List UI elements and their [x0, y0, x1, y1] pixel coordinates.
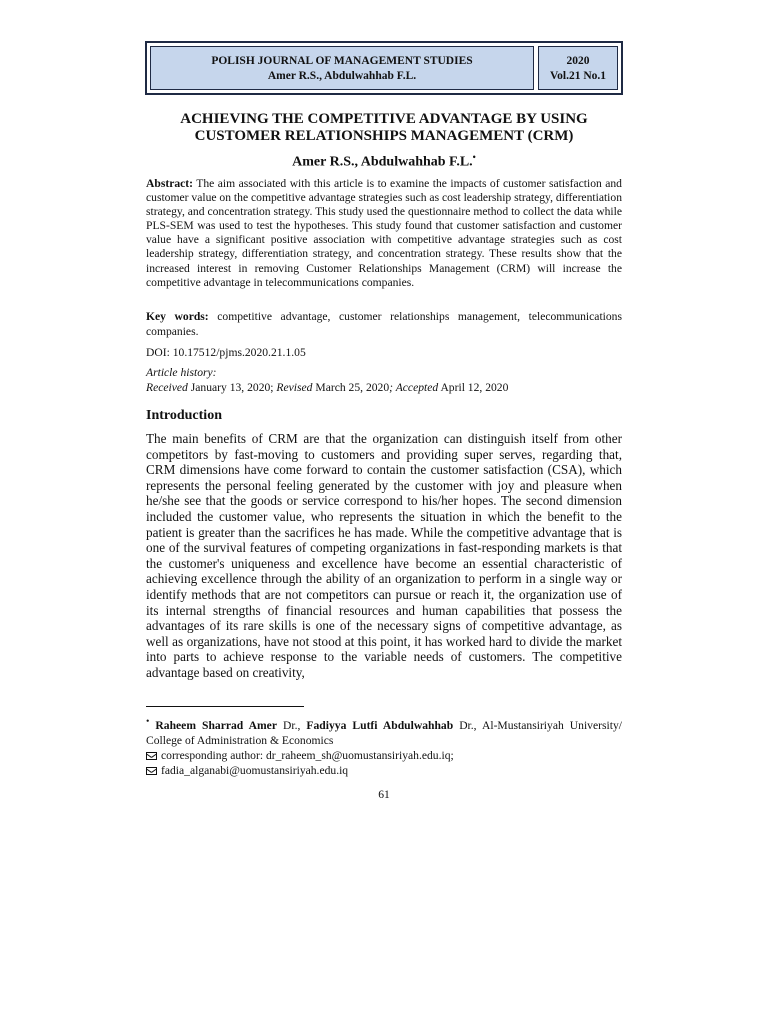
keywords-label: Key words:	[146, 310, 209, 323]
journal-header-info	[150, 46, 534, 90]
title-line-2: CUSTOMER RELATIONSHIPS MANAGEMENT (CRM)	[194, 128, 574, 144]
introduction-body: The main benefits of CRM are that the organization can distinguish itself from other competitors by fast-moving to customers and providing super serves, regarding that, CRM dimensions have come forward to contain the customer satisfaction (CSA), which represents the personal feeling generated by the customer with joy and pleasure when he/she see that the goods or service correspond to his/her hopes. The second dimension included the customer value, who represents the situation in which the benefit to the patient is greater than the sacrifices he has made. While the competitive advantage that is one of the survival features of competing organizations in fast-responding markets is that the customer's uniqueness and excellence have become an essential characteristic of achieving excellence through the ability of an organization to perform in a single way or identify methods that are not competitors can pursue or reach it, the organization use of its internal strengths of financial resources and human capabilities that possess the advantages of its rare skills is one of the necessary signs of competitive advantage, as well as organizations, have not stood at this point, it has worked hard to divide the market into parts to achieve response to the variable needs of customers. The competitive advantage based on creativity,	[146, 431, 622, 680]
introduction-heading: Introduction	[146, 408, 222, 423]
received-date: January 13, 2020;	[190, 380, 274, 394]
title-line-1: ACHIEVING THE COMPETITIVE ADVANTAGE BY USING	[180, 111, 588, 127]
page-number: 61	[378, 788, 390, 801]
header-authors: Amer R.S., Abdulwahhab F.L.	[267, 70, 417, 82]
journal-name: POLISH JOURNAL OF MANAGEMENT STUDIES	[211, 55, 473, 67]
revised-label: Revised	[276, 380, 313, 394]
footnote-mark: •	[146, 716, 150, 727]
authors-names: Amer R.S., Abdulwahhab F.L.	[292, 154, 473, 170]
abstract-label: Abstract:	[146, 177, 194, 190]
issue-volume: Vol.21 No.1	[549, 70, 607, 82]
accepted-date: April 12, 2020	[440, 380, 509, 394]
issue-year: 2020	[566, 55, 590, 67]
article-authors	[146, 152, 622, 171]
footnote-email-2: fadia_alganabi@uomustansiriyah.edu.iq	[161, 763, 349, 777]
footnote	[146, 714, 622, 778]
accepted-label: ; Accepted	[389, 380, 439, 394]
article-title	[146, 111, 622, 145]
footnote-author-2: Fadiyya Lutfi Abdulwahhab	[306, 718, 454, 732]
journal-header	[145, 41, 623, 95]
keywords-text: competitive advantage, customer relationships management, telecommunications companies.	[146, 310, 622, 338]
footnote-affiliation: Dr., Al-Mustansiriyah University/ College of Administration & Economics	[146, 718, 622, 747]
footnote-email-1: corresponding author: dr_raheem_sh@uomustansiriyah.edu.iq;	[161, 748, 454, 762]
revised-date: March 25, 2020	[315, 380, 390, 394]
keywords	[146, 310, 622, 339]
doi: DOI: 10.17512/pjms.2020.21.1.05	[146, 346, 306, 359]
footnote-author-1: Raheem Sharrad Amer	[155, 718, 277, 732]
footnote-title-1: Dr.,	[283, 718, 301, 732]
abstract	[146, 177, 622, 290]
envelope-icon	[146, 767, 157, 775]
footnote-rule	[146, 706, 304, 707]
history-label: Article history:	[146, 366, 217, 379]
received-label: Received	[146, 380, 188, 394]
envelope-icon	[146, 752, 157, 760]
author-footnote-mark: •	[472, 152, 476, 162]
journal-issue-box	[538, 46, 618, 90]
abstract-text: The aim associated with this article is to examine the impacts of customer satisfaction and customer value on the competitive advantage strategies such as cost leadership strategy, differentiation strategy, and concentration strategy. This study used the questionnaire method to collect the data while PLS-SEM was used to test the hypotheses. This study found that customer satisfaction and customer value have a significant positive association with competitive advantage strategies such as cost leadership strategy, differentiation strategy, and concentration strategy. These results show that the increased interest in removing Customer Relationships Management (CRM) will increase the competitive advantage in telecommunications companies.	[146, 177, 622, 289]
article-history	[146, 366, 622, 395]
